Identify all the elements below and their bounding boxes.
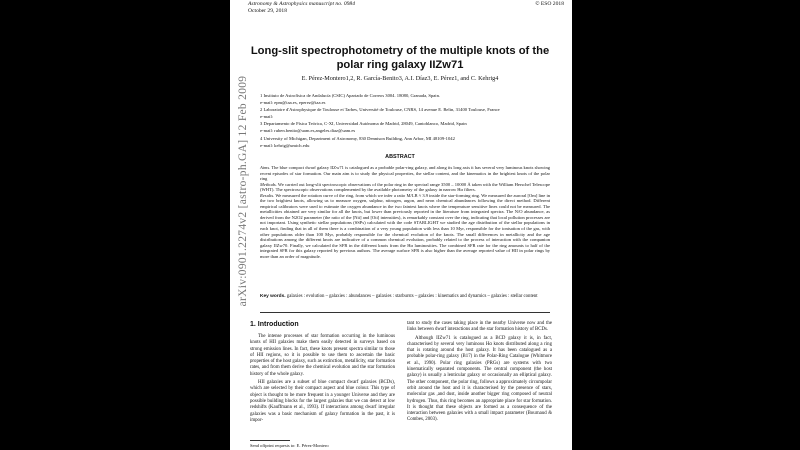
- running-header: [248, 1, 355, 15]
- paragraph: HII galaxies are a subset of blue compact dwarf galaxies (BCDs), which are selected by their compact aspect and blue colour. This type of object is thought to be more frequent in a younger Universe and they are possible building blocks for the largest galaxies that we can detect at low redshifts (Kauffmann et al., 1993). If interactions among dwarf irregular galaxies was a basic mechanism of galaxy formation in the past, it is impor-: [250, 380, 395, 423]
- affiliation-line: 2 Laboratoire d'Astrophysique de Toulouse et Tarbes, Université de Toulouse, CNRS, 14 avenue E. Belin, 31400 Toulouse, France: [260, 107, 500, 113]
- affiliation-line: 3 Departamento de Física Teórica, C-XI, Universidad Autónoma de Madrid, 28049, Cantoblanco, Madrid, Spain: [260, 121, 467, 127]
- abstract: [260, 165, 550, 259]
- intro-column-right: [407, 321, 552, 426]
- copyright: © ESO 2018: [535, 1, 564, 7]
- paragraph: tant to study the cases taking place in the nearby Universe now and the links between dwarf interactions and the star formation history of BCDs.: [407, 321, 552, 333]
- footnote-rule: [250, 440, 290, 441]
- affiliation-line: 1 Instituto de Astrofísica de Andalucía (CSIC) Apartado de Correos 3004. 18080, Granada, Spain.: [260, 93, 441, 98]
- intro-column-left: [250, 334, 395, 426]
- author-list: E. Pérez-Montero1,2, R. García-Benito3, A.I. Díaz3, E. Pérez1, and C. Kehrig4: [301, 75, 499, 82]
- abstract-results: [260, 193, 550, 260]
- journal-line: Astronomy & Astrophysics manuscript no. 0984: [248, 1, 356, 7]
- keywords-text: galaxies : evolution – galaxies : abundances – galaxies : starbursts – galaxies : kinematics and dynamics – galaxies : stellar content: [286, 294, 538, 299]
- arxiv-stamp: arXiv:0901.2274v2 [astro-ph.GA] 12 Feb 2009: [237, 75, 249, 307]
- intro-heading: 1. Introduction: [250, 321, 299, 328]
- abstract-methods: [260, 182, 550, 193]
- date-line: October 29, 2018: [248, 8, 287, 15]
- paper-page: [230, 0, 572, 450]
- paragraph: Although IIZw71 is catalogued as a BCD galaxy it is, in fact, characterised by several very luminous Hα knots distributed along a ring that is rotating around the host galaxy. It has been catalogued as a probable polar-ring galaxy (B17) in the Polar-Ring Catalogue (Whitmore et al., 1990). Polar ring galaxies (PRGs) are systems with two kinematically separated components. The central component (the host galaxy) is usually a lenticular galaxy or occasionally an elliptical galaxy. The other component, the polar ring, follows a approximately circumpolar orbit around the host and it is characterised by the presence of stars, molecular gas ,and dust, inside another bigger ring composed of neutral hydrogen. Thus, this ring becomes an appropriate place for star formation. It is thought that these objects are formed as a consequence of the interaction between galaxies with a small impact parameter (Bournaud & Combes, 2003).: [407, 335, 552, 423]
- paragraph: The intense processes of star formation occurring in the luminous knots of HII galaxies make them easily detected in surveys based on strong emission lines. In fact, these knots present spectra similar to those of HII regions, so it is possible to use them to ascertain the basic properties of the host galaxy, such as extinction, metallicity, star formation rates, and from them derive the chemical evolution and the star formation history of the whole galaxy.: [250, 334, 395, 377]
- affiliation-email: e-mail: epm@iaa.es, eperez@iaa.es: [260, 100, 326, 106]
- methods-text: We carried out long-slit spectroscopic observations of the polar ring in the spectral range 3500 – 10000 Å taken with the William Herschel Telescope (WHT). The spectroscopic observations complemented by the available photometry of the galaxy in narrow Hα filters.: [260, 181, 550, 193]
- keywords-label: Key words.: [260, 294, 286, 299]
- methods-label: Methods.: [260, 181, 277, 187]
- divider: [260, 312, 550, 313]
- aims-label: Aims.: [260, 165, 271, 170]
- abstract-aims: [260, 165, 550, 182]
- aims-text: The blue compact dwarf galaxy IIZw71 is catalogued as a probable polar-ring galaxy, and along its long axis it has several very luminous knots showing recent episodes of star formation. Our main aim is to study the physical properties, the stellar content, and the kinematics in the brightest knots of the polar ring: [260, 165, 550, 182]
- paper-title: Long-slit spectrophotometry of the multiple knots of the polar ring galaxy IIZw71: [250, 45, 550, 71]
- affiliation-email: e-mail: kehrig@umich.edu: [260, 142, 310, 148]
- abstract-heading: ABSTRACT: [385, 154, 415, 160]
- affiliations: [260, 93, 550, 150]
- affiliation-line: 4 University of Michigan, Department of Astronomy, 830 Dennison Building, Ann Arbor, MI 48109-1042: [260, 135, 455, 141]
- results-label: Results.: [260, 192, 275, 198]
- footnote: Send offprint requests to: E. Pérez-Montero: [250, 443, 329, 448]
- results-text: We measured the rotation curve of the ring, from which we infer a ratio M/LB ≈ 3.9 inside the star-forming ring. We measured the auroral [Om] line in the two brightest knots, allowing us to measure oxygen, sulphur, nitrogen, argon, and neon chemical abundances following the direct method. Different empirical calibrators were used to estimate the oxygen abundance in the two faintest knots where the temperature sensitive lines could not be measured. The metallicities obtained are very similar for all the knots, but lower than previously reported in the literature from integrated spectra. The N/O abundance, as derived from the N2O2 parameter (the ratio of the [Nii] and [Oii] intensities), is remarkably constant over the ring, indicating that local pollution processes are not important. Using synthetic stellar populations (SSPs) calculated with the code STARLIGHT we studied the age distribution of the stellar populations in each knot, finding that in all of them there is a combination of a very young population with less than 10 Myr, responsible for the ionisation of the gas, with other populations older than 100 Myr, probably responsible for the chemical evolution of the knots. The small differences in metallicity and the age distributions among the different knots are indicative of a common chemical evolution, probably related to the process of interaction with the companion galaxy IIZw70. Finally, we calculated the SFR in the different knots from the Hα luminosities. The combined SFR rate for the ring amounts to half of the integrated SFR for this galaxy reported by previous authors. The average surface SFR is also higher than the average reported value of HII in polar rings by more than an order of magnitude.: [260, 192, 550, 259]
- affiliation-email: e-mail:: [260, 114, 274, 120]
- affiliation-email: e-mail: ruben.benito@uam.es,angeles.diaz@uam.es: [260, 128, 356, 134]
- keywords: [260, 294, 550, 300]
